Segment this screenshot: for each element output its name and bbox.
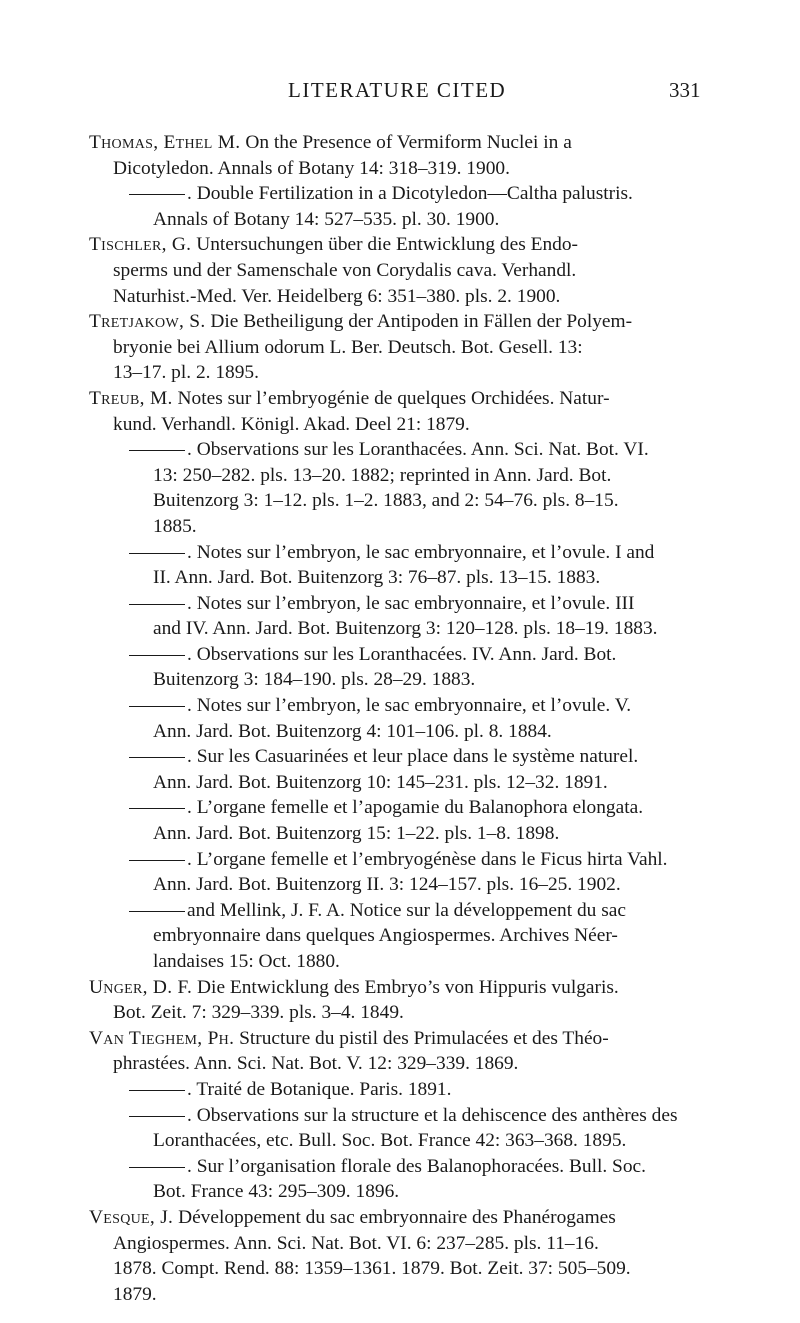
reference-line: 1885. [153, 515, 197, 537]
reference-line: . L’organe femelle et l’embryogénèse dans le Ficus hirta Vahl. [187, 848, 668, 870]
reference-line: Buitenzorg 3: 1–12. pls. 1–2. 1883, and 2: 54–76. pls. 8–15. [153, 490, 619, 512]
reference-line: Bot. France 43: 295–309. 1896. [153, 1181, 400, 1203]
reference-entry [90, 795, 723, 846]
reference-line: Notes sur l’embryogénie de quelques Orchidées. Natur- [177, 387, 610, 409]
reference-entry [90, 591, 723, 642]
reference-entry [90, 437, 723, 539]
reference-entry [90, 1077, 723, 1103]
bibliography-list [90, 130, 723, 1307]
reference-line: . Notes sur l’embryon, le sac embryonnaire, et l’ovule. I and [187, 541, 655, 563]
author-name: Tischler, G. [89, 234, 192, 256]
ditto-rule [129, 1167, 185, 1168]
reference-line: . L’organe femelle et l’apogamie du Balanophora elongata. [187, 797, 644, 819]
reference-line: phrastées. Ann. Sci. Nat. Bot. V. 12: 329–339. 1869. [113, 1053, 519, 1075]
reference-line: sperms und der Samenschale von Corydalis cava. Verhandl. [113, 259, 577, 281]
reference-line: Die Betheiligung der Antipoden in Fällen der Polyem- [210, 311, 633, 333]
reference-entry [90, 693, 723, 744]
reference-line: kund. Verhandl. Königl. Akad. Deel 21: 1879. [113, 413, 470, 435]
reference-line: 1878. Compt. Rend. 88: 1359–1361. 1879. Bot. Zeit. 37: 505–509. [113, 1258, 631, 1280]
reference-line: Ann. Jard. Bot. Buitenzorg 10: 145–231. pls. 12–32. 1891. [153, 771, 608, 793]
reference-line: and Mellink, J. F. A. Notice sur la développement du sac [187, 899, 626, 921]
ditto-rule [129, 757, 185, 758]
reference-line: Développement du sac embryonnaire des Phanérogames [178, 1206, 616, 1228]
reference-line: Ann. Jard. Bot. Buitenzorg 15: 1–22. pls. 1–8. 1898. [153, 823, 560, 845]
reference-entry [90, 975, 723, 1026]
reference-line: . Observations sur les Loranthacées. IV. Ann. Jard. Bot. [187, 643, 617, 665]
ditto-rule [129, 655, 185, 656]
reference-line: and IV. Ann. Jard. Bot. Buitenzorg 3: 120–128. pls. 18–19. 1883. [153, 618, 658, 640]
author-name: Thomas, Ethel M. [89, 132, 241, 153]
ditto-rule [129, 1090, 185, 1091]
reference-line: II. Ann. Jard. Bot. Buitenzorg 3: 76–87. pls. 13–15. 1883. [153, 567, 601, 589]
ditto-rule [129, 911, 185, 912]
ditto-rule [129, 860, 185, 861]
reference-line: Dicotyledon. Annals of Botany 14: 318–319. 1900. [113, 157, 510, 179]
ditto-rule [129, 1116, 185, 1117]
reference-line: On the Presence of Vermiform Nuclei in a [245, 132, 572, 153]
page-header [0, 78, 800, 108]
ditto-rule [129, 808, 185, 809]
reference-entry [90, 540, 723, 591]
reference-entry [90, 130, 723, 181]
reference-line: . Sur l’organisation florale des Balanophoracées. Bull. Soc. [187, 1155, 646, 1177]
running-title: LITERATURE CITED [288, 78, 507, 102]
reference-line: Angiospermes. Ann. Sci. Nat. Bot. VI. 6: 237–285. pls. 11–16. [113, 1232, 599, 1254]
reference-entry [90, 232, 723, 309]
reference-line: Die Entwicklung des Embryo’s von Hippuris vulgaris. [197, 976, 619, 998]
reference-line: . Double Fertilization in a Dicotyledon—Caltha palustris. [187, 183, 633, 205]
reference-line: Naturhist.-Med. Ver. Heidelberg 6: 351–380. pls. 2. 1900. [113, 285, 561, 307]
reference-line: . Observations sur la structure et la dehiscence des anthères des [187, 1104, 678, 1126]
reference-entry [90, 181, 723, 232]
reference-line: Annals of Botany 14: 527–535. pl. 30. 1900. [153, 208, 500, 230]
reference-line: . Observations sur les Loranthacées. Ann. Sci. Nat. Bot. VI. [187, 439, 649, 461]
reference-line: Ann. Jard. Bot. Buitenzorg II. 3: 124–157. pls. 16–25. 1902. [153, 874, 621, 896]
reference-line: Untersuchungen über die Entwicklung des Endo- [196, 234, 578, 256]
ditto-rule [129, 450, 185, 451]
page-number: 331 [669, 78, 701, 102]
reference-line: . Sur les Casuarinées et leur place dans le système naturel. [187, 746, 639, 768]
ditto-rule [129, 553, 185, 554]
reference-line: . Traité de Botanique. Paris. 1891. [187, 1078, 452, 1100]
reference-entry [90, 1026, 723, 1077]
author-name: Treub, M. [89, 387, 173, 409]
reference-entry [90, 1205, 723, 1307]
reference-line: Bot. Zeit. 7: 329–339. pls. 3–4. 1849. [113, 1002, 404, 1024]
reference-line: . Notes sur l’embryon, le sac embryonnaire, et l’ovule. III [187, 592, 635, 614]
author-name: Tretjakow, S. [89, 311, 206, 333]
reference-line: Buitenzorg 3: 184–190. pls. 28–29. 1883. [153, 669, 476, 691]
reference-entry [90, 744, 723, 795]
reference-line: Structure du pistil des Primulacées et des Théo- [239, 1027, 609, 1049]
reference-entry [90, 847, 723, 898]
reference-line: landaises 15: Oct. 1880. [153, 951, 340, 972]
reference-line: Loranthacées, etc. Bull. Soc. Bot. France 42: 363–368. 1895. [153, 1130, 627, 1152]
reference-line: Ann. Jard. Bot. Buitenzorg 4: 101–106. pl. 8. 1884. [153, 720, 552, 742]
reference-line: embryonnaire dans quelques Angiospermes. Archives Néer- [153, 925, 618, 947]
reference-entry [90, 1103, 723, 1154]
reference-entry [90, 386, 723, 437]
reference-entry [90, 898, 723, 975]
ditto-rule [129, 706, 185, 707]
ditto-rule [129, 194, 185, 195]
reference-line: 13: 250–282. pls. 13–20. 1882; reprinted in Ann. Jard. Bot. [153, 464, 612, 486]
author-name: Vesque, J. [89, 1206, 174, 1228]
ditto-rule [129, 604, 185, 605]
reference-line: bryonie bei Allium odorum L. Ber. Deutsch. Bot. Gesell. 13: [113, 336, 583, 358]
author-name: Van Tieghem, Ph. [89, 1027, 235, 1049]
reference-line: 1879. [113, 1283, 157, 1305]
reference-entry [90, 1154, 723, 1205]
reference-line: 13–17. pl. 2. 1895. [113, 362, 259, 384]
reference-entry [90, 309, 723, 386]
author-name: Unger, D. F. [89, 976, 193, 998]
reference-entry [90, 642, 723, 693]
reference-line: . Notes sur l’embryon, le sac embryonnaire, et l’ovule. V. [187, 695, 632, 717]
